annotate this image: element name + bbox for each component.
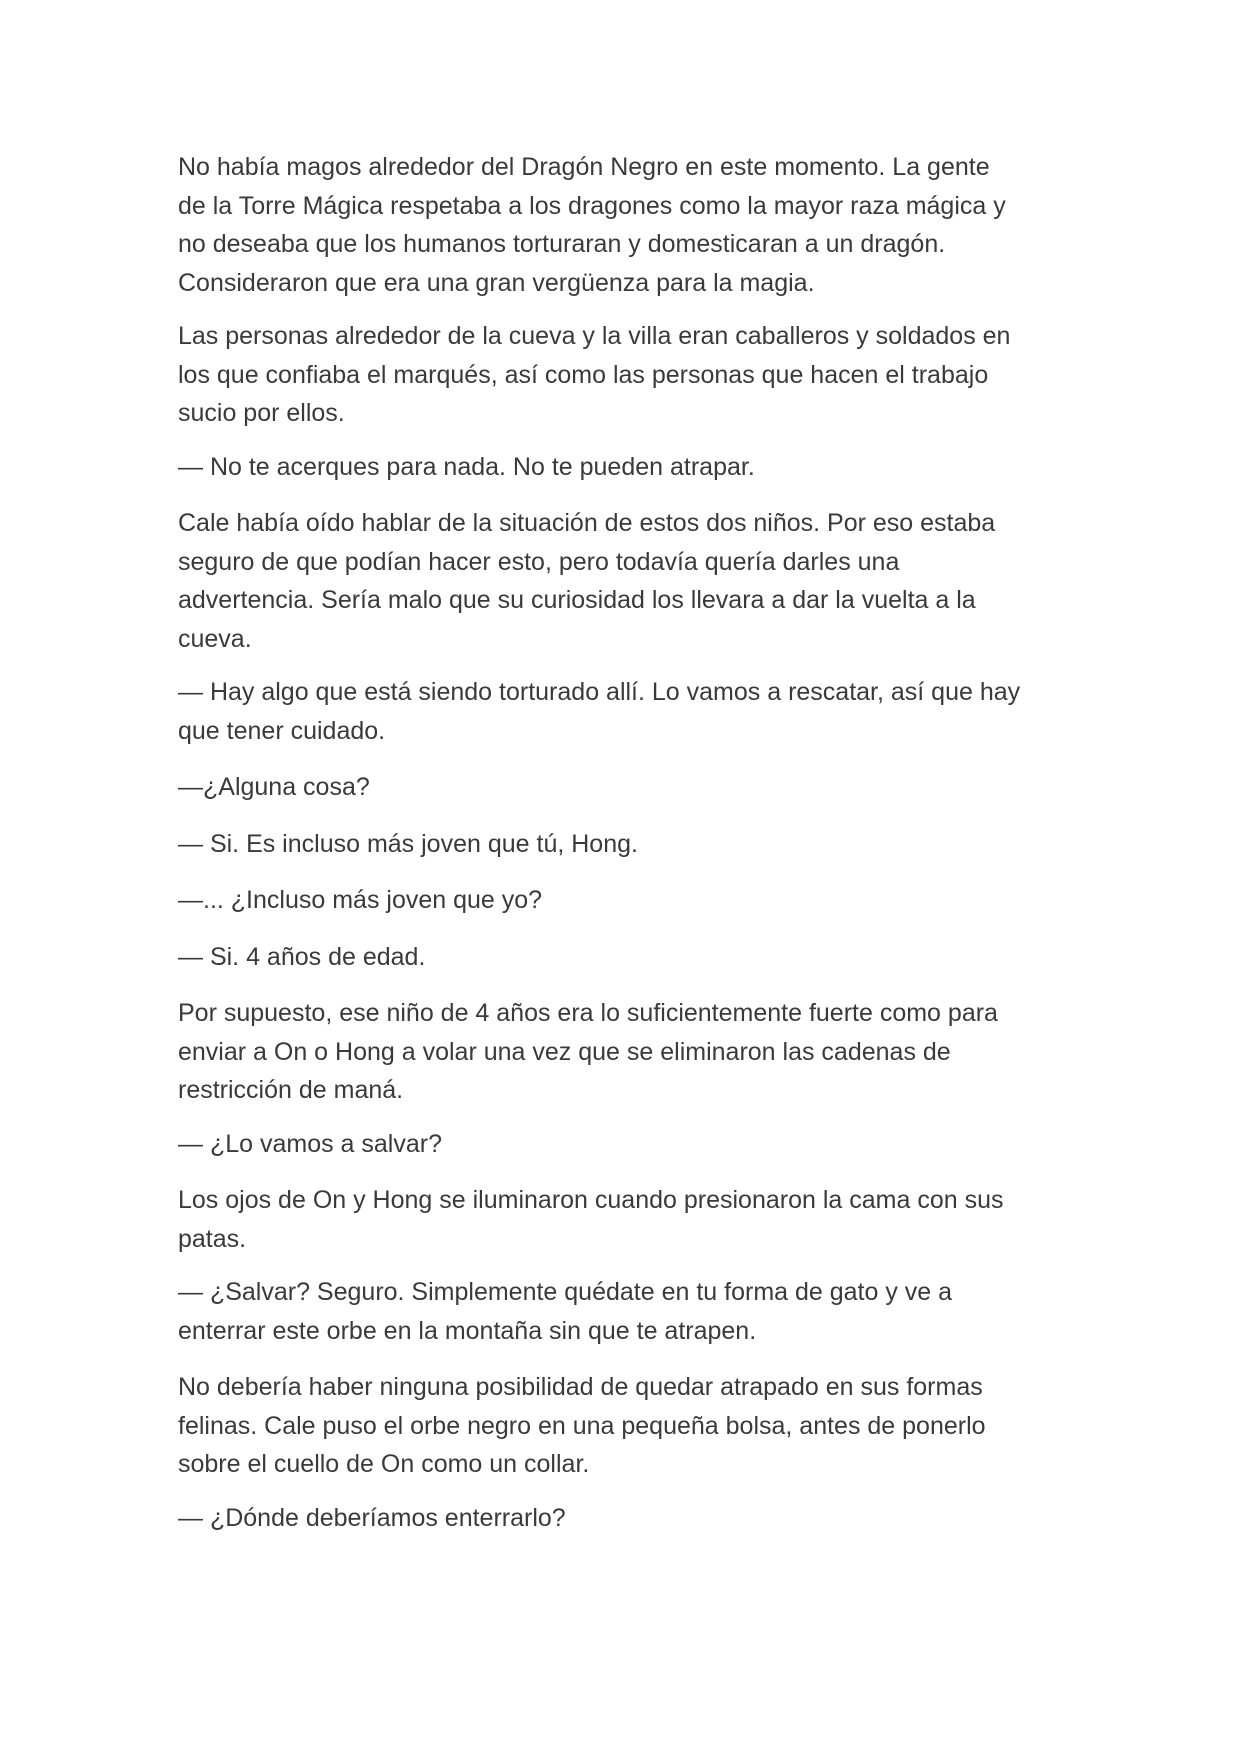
dialogue-line: — ¿Lo vamos a salvar? <box>178 1129 442 1158</box>
paragraph: Cale había oído hablar de la situación de estos dos niños. Por eso estaba seguro de que podían hacer esto, pero todavía quería darles una advertencia. Sería malo que su curiosidad los llevara a dar la vuelta a la cueva. <box>178 509 996 653</box>
dialogue-line: — ¿Dónde deberíamos enterrarlo? <box>178 1503 566 1532</box>
text-body <box>178 148 1078 1555</box>
paragraph: No debería haber ninguna posibilidad de quedar atrapado en sus formas felinas. Cale puso el orbe negro en una pequeña bolsa, antes de ponerlo sobre el cuello de On como un collar. <box>178 1373 986 1478</box>
dialogue-line: — ¿Salvar? Seguro. Simplemente quédate en tu forma de gato y ve a enterrar este orbe en la montaña sin que te atrapen. <box>178 1278 953 1345</box>
dialogue-line: — No te acerques para nada. No te pueden atrapar. <box>178 452 755 481</box>
paragraph: Por supuesto, ese niño de 4 años era lo suficientemente fuerte como para enviar a On o Hong a volar una vez que se eliminaron las cadenas de restricción de maná. <box>178 999 998 1104</box>
dialogue-line: — Hay algo que está siendo torturado allí. Lo vamos a rescatar, así que hay que tener cuidado. <box>178 678 1021 745</box>
dialogue-line: —¿Alguna cosa? <box>178 773 370 801</box>
dialogue-line: —... ¿Incluso más joven que yo? <box>178 886 543 914</box>
paragraph: No había magos alrededor del Dragón Negro en este momento. La gente de la Torre Mágica respetaba a los dragones como la mayor raza mágica y no deseaba que los humanos torturaran y domesticaran a un dragón. Consideraron que era una gran vergüenza para la magia. <box>178 153 1006 297</box>
dialogue-line: — Si. Es incluso más joven que tú, Hong. <box>178 829 638 858</box>
paragraph: Los ojos de On y Hong se iluminaron cuando presionaron la cama con sus patas. <box>178 1186 1004 1253</box>
paragraph: Las personas alrededor de la cueva y la villa eran caballeros y soldados en los que confiaba el marqués, así como las personas que hacen el trabajo sucio por ellos. <box>178 322 1011 427</box>
dialogue-line: — Si. 4 años de edad. <box>178 942 426 971</box>
